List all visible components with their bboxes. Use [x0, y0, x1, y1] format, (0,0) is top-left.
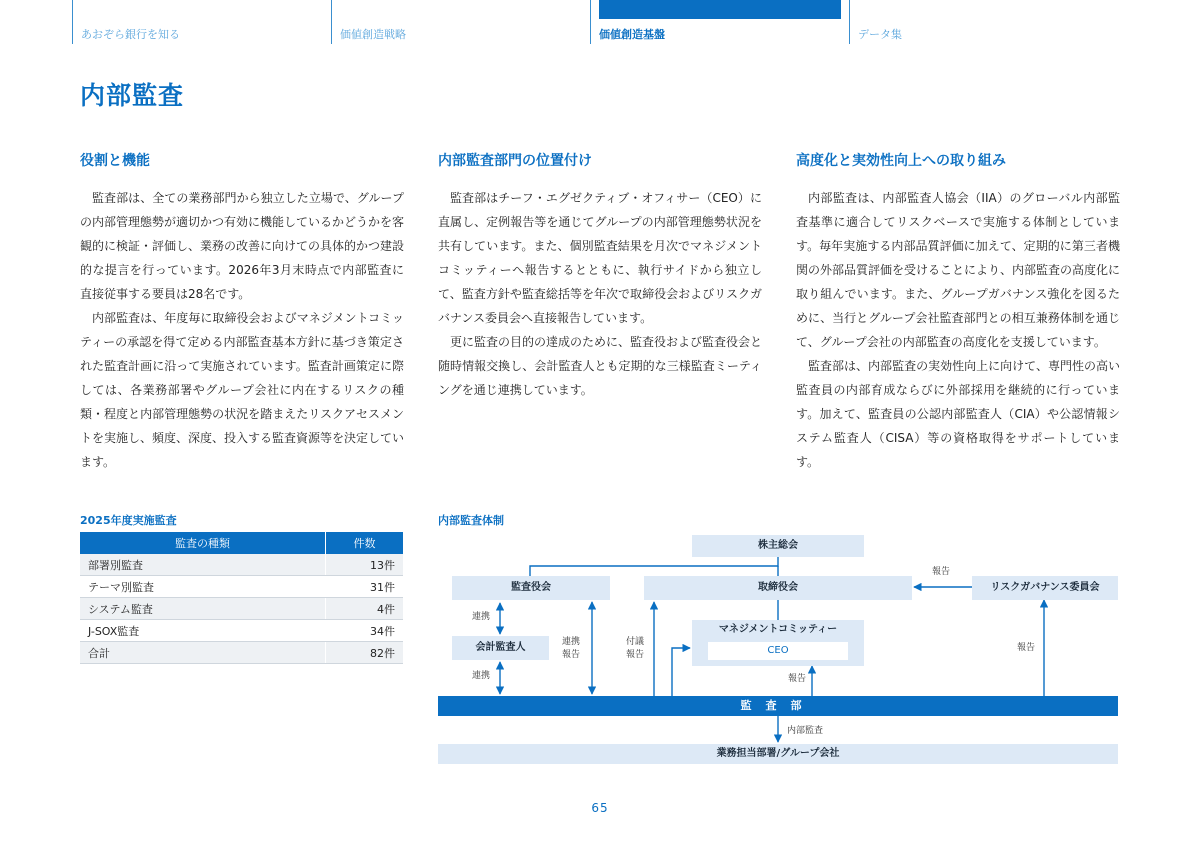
- audit-count: 34件: [326, 620, 404, 642]
- page-number: 65: [591, 801, 609, 815]
- box-label: マネジメントコミッティー: [718, 624, 838, 635]
- audit-count: 13件: [326, 554, 404, 576]
- label-report: 報告: [562, 650, 581, 660]
- audit-type: システム監査: [80, 598, 326, 620]
- audit-type: 部署別監査: [80, 554, 326, 576]
- box-label: リスクガバナンス委員会: [990, 582, 1100, 593]
- table-header-count: 件数: [326, 532, 404, 554]
- label-cooperation: 連携: [562, 637, 581, 647]
- nav-item-about[interactable]: [72, 0, 331, 44]
- nav-item-label: あおぞら銀行を知る: [81, 28, 180, 41]
- nav-item-label: 価値創造戦略: [340, 28, 406, 41]
- box-management-committee: [692, 620, 864, 666]
- label-report: 報告: [1017, 643, 1036, 653]
- label-report: 報告: [626, 650, 645, 660]
- label-internal-audit: 内部監査: [787, 726, 824, 736]
- box-label: 業務担当部署/グループ会社: [716, 748, 840, 759]
- section-advancement: [796, 150, 1120, 474]
- box-accounting-auditor: [452, 636, 549, 660]
- audit-count: 4件: [326, 598, 404, 620]
- connector-shareholders-auditors: [530, 557, 778, 576]
- table-caption: 2025年度実施監査: [80, 514, 177, 527]
- audit-count: 82件: [326, 642, 404, 664]
- table-row: [80, 598, 403, 620]
- paragraph: 更に監査の目的の達成のために、監査役および監査役会と随時情報交換し、会計監査人とも定期的な三様監査ミーティングを通じ連携しています。: [438, 335, 763, 397]
- section-role: [80, 150, 404, 474]
- nav-item-strategy[interactable]: [331, 0, 590, 44]
- box-risk-committee: [972, 576, 1118, 600]
- paragraph: 内部監査は、年度毎に取締役会およびマネジメントコミッティーの承認を得て定める内部監査基本方針に基づき策定された監査計画に沿って実施されています。監査計画策定に際しては、各業務部署やグループ会社に内在するリスクの種類・程度と内部管理態勢の状況を踏まえたリスクアセスメントを実施し、頻度、深度、投入する監査資源等を決定しています。: [80, 311, 405, 469]
- arrow-audit-to-mc: [672, 648, 690, 696]
- box-audit-department: [438, 696, 1118, 716]
- box-label: CEO: [767, 645, 789, 656]
- paragraph: 内部監査は、内部監査人協会（IIA）のグローバル内部監査基準に適合してリスクベースで実施する体制としています。毎年実施する内部品質評価に加えて、定期的に第三者機関の外部品質評価を受けることにより、内部監査の高度化に取り組んでいます。また、グループガバナンス強化を図るために、当行とグループ会社監査部門との相互兼務体制を通じて、グループ会社の内部監査の高度化を支援しています。: [796, 191, 1121, 349]
- paragraph: 監査部は、全ての業務部門から独立した立場で、グループの内部管理態勢が適切かつ有効に機能しているかどうかを客観的に検証・評価し、業務の改善に向けての具体的かつ建設的な提言を行っています。2026年3月末時点で内部監査に直接従事する要員は28名です。: [80, 191, 405, 301]
- table-row: [80, 576, 403, 598]
- nav-item-foundation[interactable]: [590, 0, 849, 44]
- diagram-caption: 内部監査体制: [438, 514, 504, 527]
- box-label: 取締役会: [758, 582, 798, 593]
- label-cooperation: 連携: [472, 612, 491, 622]
- label-report: 報告: [788, 674, 807, 684]
- label-report: 報告: [932, 567, 951, 577]
- section-title: 内部監査部門の位置付け: [438, 153, 592, 169]
- page-title: 内部監査: [80, 81, 185, 110]
- label-cooperation: 連携: [472, 671, 491, 681]
- section-position: [438, 150, 762, 402]
- box-label: 株主総会: [758, 540, 798, 551]
- audit-type: 合計: [80, 642, 326, 664]
- audit-count-table: [80, 532, 403, 664]
- box-ceo: [708, 642, 848, 660]
- section-title: 役割と機能: [80, 153, 150, 169]
- nav-item-data[interactable]: [849, 0, 1108, 44]
- audit-count: 31件: [326, 576, 404, 598]
- box-auditors: [452, 576, 610, 600]
- nav-item-label: 価値創造基盤: [599, 28, 665, 41]
- section-title: 高度化と実効性向上への取り組み: [796, 153, 1006, 169]
- paragraph: 監査部は、内部監査の実効性向上に向けて、専門性の高い監査員の内部育成ならびに外部採用を継続的に行っています。加えて、監査員の公認内部監査人（CIA）や公認情報システム監査人（CISA）等の資格取得をサポートしています。: [796, 359, 1120, 469]
- box-label: 会計監査人: [475, 642, 526, 653]
- box-shareholders: [692, 535, 864, 557]
- top-navigation: [0, 0, 1200, 44]
- label-agenda: 付議: [626, 637, 645, 647]
- box-label: 監査役会: [511, 582, 551, 593]
- box-label: 監査部: [740, 699, 816, 712]
- active-tab-indicator: [599, 0, 841, 19]
- audit-type: テーマ別監査: [80, 576, 326, 598]
- box-board: [644, 576, 912, 600]
- box-business-units: [438, 744, 1118, 764]
- table-row-total: [80, 642, 403, 664]
- table-row: [80, 620, 403, 642]
- audit-type: J-SOX監査: [80, 620, 326, 642]
- table-header-type: 監査の種類: [80, 532, 326, 554]
- nav-item-label: データ集: [858, 28, 902, 41]
- paragraph: 監査部はチーフ・エグゼクティブ・オフィサー（CEO）に直属し、定例報告等を通じてグループの内部管理態勢状況を共有しています。また、個別監査結果を月次でマネジメントコミッティーへ報告するとともに、執行サイドから独立して、監査方針や監査総括等を年次で取締役会およびリスクガバナンス委員会へ直接報告しています。: [438, 191, 762, 325]
- table-row: [80, 554, 403, 576]
